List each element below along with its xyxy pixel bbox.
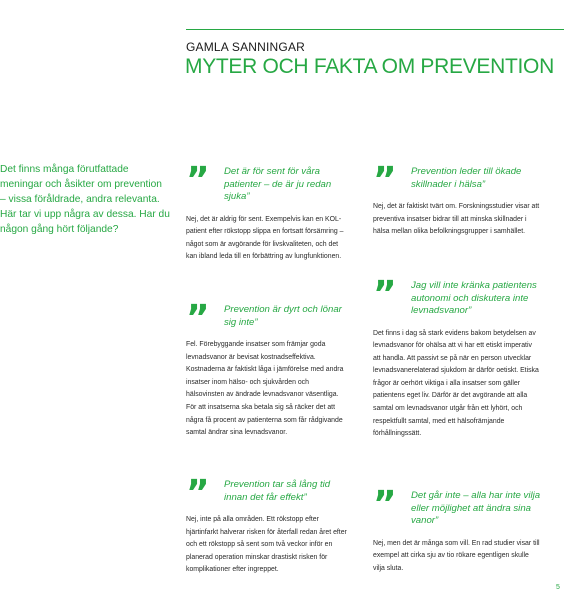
section-kicker: GAMLA SANNINGAR [186,40,306,54]
quote-mark-icon: ” [186,160,206,201]
myth-block [373,484,541,575]
page-title: MYTER OCH FAKTA OM PREVENTION [185,55,554,78]
quote-mark-icon: ” [373,484,393,525]
myth-answer: Nej, men det är många som vill. En rad studier visar till exempel att cirka sju av tio rökare egentligen skulle vilja sluta. [373,539,540,572]
myth-quote: Prevention tar så lång tid innan det får effekt” [224,479,331,503]
myth-quote: Det är för sent för våra patienter – de är ju redan sjuka” [224,166,332,202]
myth-quote: Prevention är dyrt och lönar sig inte” [224,304,342,328]
myth-heading [373,274,541,318]
myth-heading [186,298,349,339]
myth-quote: Det går inte – alla har inte vilja eller möjlighet att ändra sina vanor” [411,490,541,526]
myth-block [186,160,349,264]
intro-paragraph: Det finns många förutfattade meningar och åsikter om prevention – vissa föråldrade, andra relevanta. Här tar vi upp några av dessa. Har du någon gång hört följande? [0,164,170,235]
quote-mark-icon: ” [373,160,393,201]
quote-mark-icon: ” [373,274,393,315]
header-rule [186,29,564,30]
myth-answer: Nej, det är aldrig för sent. Exempelvis kan en KOL-patient efter rökstopp slippa en fortsatt försämring – något som är avgörande för livskvaliteten, och det kan ibland leda till en förbättring av lungfunktionen. [186,215,344,261]
quote-mark-icon: ” [186,298,206,339]
myth-block [373,160,541,239]
myth-quote: Jag vill inte kränka patientens autonomi och diskutera inte levnadsvanor” [411,280,537,316]
myth-answer: Fel. Förebyggande insatser som främjar goda levnadsvanor är bevisat kostnadseffektiva. Kostnaderna är faktiskt låga i jämförelse med andra insatser inom hälso- och sjukvården och hälsovinsten av ändrade levnadsvanor väsentliga. För att insatserna ska betala sig så räcker det att några få procent av patienterna som får rådgivande samtal ändrar sina levnadsvanor. [186,341,344,437]
myth-heading [186,160,349,204]
myth-quote: Prevention leder till ökade skillnader i hälsa” [411,166,522,190]
myth-block [186,473,349,577]
page-number: 5 [556,584,560,591]
myth-answer: Nej, inte på alla områden. Ett rökstopp efter hjärtinfarkt halverar risken för återfall redan året efter och ett rökstopp så sent som två veckor inför en planerad operation minskar drastiskt risken för komplikationer efter ingreppet. [186,516,347,574]
quote-mark-icon: ” [186,473,206,514]
myth-block [373,274,541,441]
myth-answer: Nej, det är faktiskt tvärt om. Forskningsstudier visar att preventiva insatser bidrar till att minska skillnader i hälsa mellan olika befolkningsgrupper i samhället. [373,203,540,236]
myth-block [186,298,349,440]
myth-heading [373,484,541,528]
myth-heading [373,160,541,201]
myth-answer: Det finns i dag så stark evidens bakom betydelsen av levnadsvanor för ohälsa att vi har ett etiskt imperativ att handla. Att passivt se på när en person utvecklar levnadsvanerelaterad sjukdom är därför oetiskt. Etiska frågor är oerhört viktiga i alla insatser som gäller patientens eget liv. Därför är det avgörande att alla samtal om levnadsvanor utgår från ett lyhört, och respektfullt samtal, med ett hälsofrämjande förhållningssätt. [373,329,539,438]
myth-heading [186,473,349,514]
